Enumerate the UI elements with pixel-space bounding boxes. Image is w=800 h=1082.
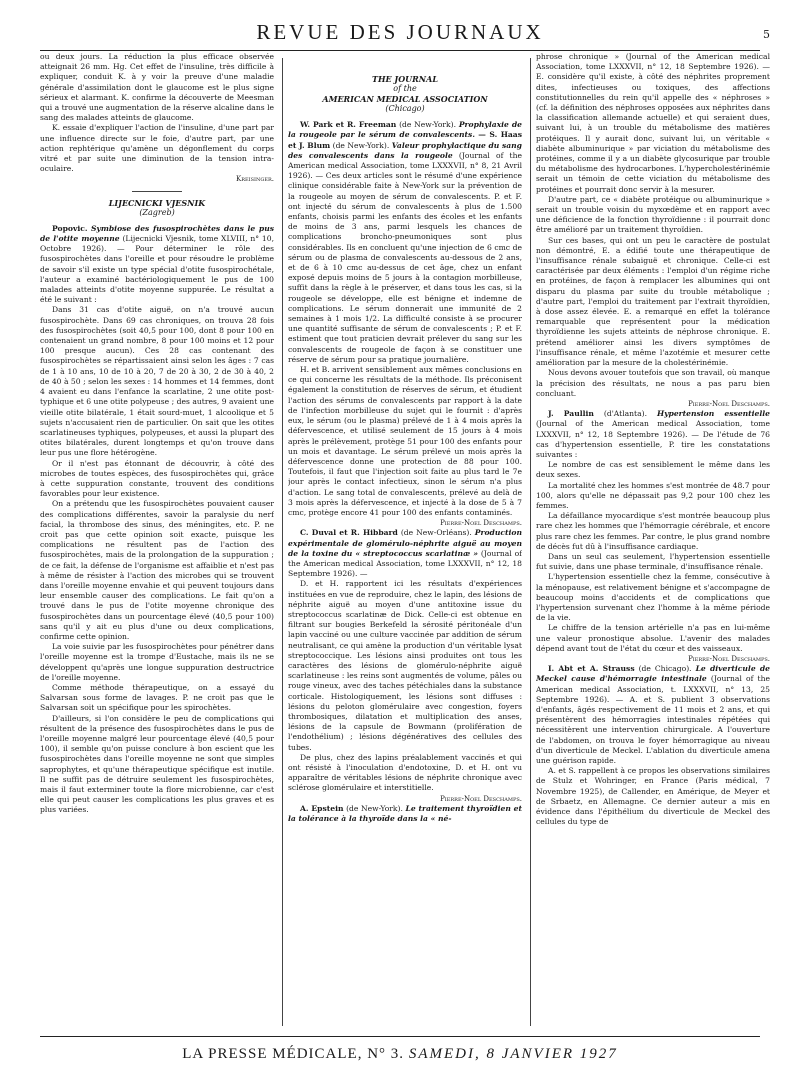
- article-author: J. Paullin: [548, 409, 594, 419]
- paragraph: De plus, chez des lapins préalablement vaccinés et qui ont résisté à l'inoculation d'endotoxine, D. et H. ont vu apparaître de véritables lésions de néphrite chronique avec sclérose glomérulaire et interstitielle.: [288, 752, 522, 793]
- article-entry: [40, 224, 274, 306]
- article-title: Hypertension essentielle: [656, 409, 770, 419]
- article-entry: [288, 120, 522, 365]
- article-title: Le traitement thyroïdien et la tolérance à la thyroïde dans la « né-: [288, 803, 522, 824]
- column-2: [288, 52, 522, 1032]
- article-author: — S. Haas et J. Blum: [288, 130, 522, 150]
- article-title: Le diverticule de Meckel cause d'hémorragie intestinale: [536, 664, 770, 684]
- article-city: (d'Atlanta).: [603, 409, 647, 419]
- article-city: (de New-York).: [332, 140, 390, 150]
- article-body: (Journal of the American medical Association, t. LXXXVII, n° 13, 25 Septembre 1926). — A. et S. publient 3 observations d'enfants, âgés respectivement de 11 mois et 2 ans, et qui présentèrent des hémorragies intestinales répétées qui nécessitèrent une intervention chirurgicale. A l'ouverture de l'abdomen, on trouva le foyer hémorragique au niveau d'un diverticule de Meckel. L'ablation du diverticule amena une guérison rapide.: [536, 674, 770, 766]
- paragraph: La mortalité chez les hommes s'est montrée de 48.7 pour 100, alors qu'elle ne dépassait pas 9,2 pour 100 chez les femmes.: [536, 480, 770, 510]
- article-body: (Lijecnicki Vjesnik, tome XLVIII, n° 10, Octobre 1926). — Pour déterminer le rôle des fusospirochètes dans l'oreille et pour résoudre le problème de savoir s'il existe un type spécial d'otite fusospirochétale, l'auteur a examiné bactériologiquement le pus de 100 malades atteints d'otite moyenne suppurée. Le résultat a été le suivant :: [40, 234, 274, 305]
- column-3: [536, 52, 770, 1032]
- paragraph: K. essaie d'expliquer l'action de l'insuline, d'une part par une influence directe sur le foie, d'autre part, par une action rephtérique qu'amène un dégonflement du corps vitré et par suite une diminution de la tension intra-oculaire.: [40, 123, 274, 174]
- section-title-association: AMERICAN MEDICAL ASSOCIATION: [322, 94, 488, 104]
- header-rule: [40, 50, 760, 51]
- signature: Pierre-Noel Deschamps.: [440, 519, 522, 528]
- section-separator: [132, 191, 182, 192]
- article-author: W. Park et R. Freeman: [300, 120, 397, 130]
- footer-text: [0, 1046, 800, 1063]
- page-footer: [0, 1040, 800, 1070]
- article-author: Popovic.: [52, 223, 88, 233]
- paragraph: H. et B. arrivent sensiblement aux mêmes conclusions en ce qui concerne les résultats de la méthode. Ils préconisent également la constitution de réserves de sérum, et étudient l'action des sérums de convalescents par rapport à la date de l'infection morbilleuse du sujet qui le fournit : d'après eux, le sérum (ou le plasma) prélevé de 1 à 4 mois après la défervescence, et utilisé seulement de 15 jours à 4 mois après le prélèvement, protège 51 pour 100 des enfants pour un mois et davantage. Le sérum prélevé un mois après la défervescence donne une protection de 88 pour 100. Toutefois, il faut que l'injection soit faite au plus tard le 7e jour après le contact infectieux, sinon le sérum n'a plus d'action. Le sang total de convalescents, prélevé au delà de 3 mois après la défervescence, et injecté à la dose de 5 à 7 cmc, protège encore 41 pour 100 des enfants contaminés.: [288, 365, 522, 517]
- paragraph: Comme méthode thérapeutique, on a essayé du Salvarsan sous forme de lavages. P. ne croit pas que le Salvarsan soit un spécifique pour les spirochètes.: [40, 682, 274, 713]
- paragraph: Le chiffre de la tension artérielle n'a pas en lui-même une valeur pronostique absolue. L'avenir des malades dépend avant tout de l'état du cœur et des vaisseaux.: [536, 623, 770, 653]
- paragraph: Nous devons avouer toutefois que son travail, où manque la précision des résultats, ne nous a pas paru bien concluant.: [536, 368, 770, 398]
- article-author: C. Duval et R. Hibbard: [300, 528, 398, 538]
- article-author: A. Epstein: [300, 803, 344, 813]
- paragraph: Sur ces bases, qui ont un peu le caractère de postulat non démontré, E. a édifié toute une thérapeutique de l'insuffisance rénale subaiguë et chronique. Celle-ci est caractérisée par deux éléments : l'emploi d'un régime riche en protéines, de façon à remplacer les albumines qui ont disparu du plasma par suite du trouble métabolique ; d'autre part, l'emploi du traitement par l'extrait thyroïdien, à dose assez élevée. E. a remarqué en effet la tolérance remarquable que représentent pour la médication thyroïdienne les sujets atteints de néphrose chronique. E. prétend améliorer ainsi les divers symptômes de l'insuffisance rénale, et même l'azotémie et mesurer cette amélioration par la mesure de la cholestérinémie.: [536, 235, 770, 368]
- paragraph: Or il n'est pas étonnant de découvrir, à côté des microbes de toutes espèces, des fusospirochètes qui, grâce à cette suppuration constante, trouvent des conditions favorables pour leur existence.: [40, 458, 274, 499]
- article-city: (de New-York).: [346, 803, 403, 813]
- paragraph: phrose chronique » (Journal of the American medical Association, tome LXXXVII, n° 12, 18 Septembre 1926). — E. considère qu'il existe, à côté des néphrites proprement dites, infectieuses ou toxiques, des affections constitutionnelles du rein qu'il appelle des « néphroses » (cf. la définition des néphroses opposées aux néphrites dans la classification allemande actuelle) et qui seraient dues, suivant lui, à un trouble du métabolisme des matières protéiques. Il y aurait donc, suivant lui, un véritable « diabète albuminurique » par viciation du métabolisme des protéines, comme il y a un diabète glycosurique par trouble du métabolisme des hydrocarbones. L'hypercholestérinémie serait un témoin de cette viciation du métabolisme des protéines et pourrait donc servir à la mesurer.: [536, 52, 770, 194]
- section-title-of: of the: [393, 84, 417, 93]
- paragraph: D. et H. rapportent ici les résultats d'expériences instituées en vue de reproduire, chez le lapin, des lésions de néphrite aiguë au moyen d'une antitoxine issue du streptococcus scarlatinæ de Dick. Celle-ci est obtenue en filtrant sur bougies Berkefeld la sérosité péritonéale d'un lapin vacciné ou une culture vaccinée par addition de sérum neutralisant, ce qui amène la production d'un véritable lysat streptococcique. Les lésions ainsi produites ont tous les caractères des lésions de glomérulo-néphrite aiguë scarlatineuse : les reins sont augmentés de volume, pâles ou rouge vineux, avec des taches pétéchiales dans la substance corticale. Histologiquement, les lésions sont diffuses : lésions du peloton glomérulaire avec congestion, foyers thrombosiques, dilatation et multiplication des anses, lésions de la capsule de Bowmann (prolifération de l'endothélium) ; lésions dégénératives des cellules des tubes.: [288, 579, 522, 752]
- article-title: Symbiose des fusospirochètes dans le pus de l'otite moyenne: [40, 223, 274, 244]
- page-header: [0, 14, 800, 50]
- article-entry: [536, 664, 770, 766]
- paragraph: Le nombre de cas est sensiblement le même dans les deux sexes.: [536, 460, 770, 480]
- article-entry: [288, 528, 522, 579]
- page-number: 5: [763, 28, 770, 41]
- article-columns: [40, 52, 770, 1032]
- signature: Pierre-Noel Deschamps.: [440, 794, 522, 803]
- column-1: [40, 52, 274, 1032]
- paragraph: A. et S. rappellent à ce propos les observations similaires de Stulz et Wohringer, en France (Paris médical, 7 Novembre 1925), de Callender, en Amérique, de Meyer et de Srbaetz, en Allemagne. Ce dernier auteur a mis en évidence dans l'épithélium du diverticule de Meckel des cellules du type de: [536, 766, 770, 827]
- paragraph: La défaillance myocardique s'est montrée beaucoup plus rare chez les hommes que l'hémorragie cérébrale, et encore plus rare chez les femmes. Par contre, le plus grand nombre de décès fut dû à l'insuffisance cardiaque.: [536, 511, 770, 551]
- article-city: (de Chicago).: [638, 664, 692, 674]
- article-body: (Journal of the American medical Association, tome LXXXVII, n° 12, 18 Septembre 1926). — De l'étude de 76 cas d'hypertension essentielle, P. tire les constatations suivantes :: [536, 419, 770, 459]
- article-title: Prophylaxie de la rougeole par le sérum de convalescents.: [288, 120, 522, 140]
- paragraph: D'autre part, ce « diabète protéique ou albuminurique » serait un trouble voisin du myxœdème et en rapport avec une déficience de la fonction thyroïdienne : il pourrait donc être amélioré par un traitement thyroïdien.: [536, 194, 770, 235]
- signature: Pierre-Noel Deschamps.: [688, 399, 770, 408]
- paragraph: Dans 31 cas d'otite aiguë, on n'a trouvé aucun fusospirochète. Dans 69 cas chroniques, on trouva 28 fois des fusospirochètes (soit 40,5 pour 100, dont 8 pour 100 en contenaient un grand nombre, 8 pour 100 moins et 12 pour 100 presque aucun). Ces 28 cas contenant des fusospirochètes se répartissaient ainsi selon les âges : 7 cas de 1 à 10 ans, 10 de 10 à 20, 7 de 20 à 30, 2 de 30 à 40, 2 de 40 à 50 ; selon les sexes : 14 hommes et 14 femmes, dont 4 avaient eu dans l'enfance la scarlatine, 2 une otite post-typhique et 6 une otite polypeuse ; des autres, 9 avaient une vieille otite bilatérale, 1 était sourd-muet, 1 alcoolique et 5 sujets n'accusaient rien de particulier. On sait que les otites scarlatineuses typhiques, polypeuses, et aussi la plupart des otites bilatérales, durent longtemps et qu'on trouve dans leur pus une flore hétérogène.: [40, 305, 274, 458]
- paragraph: ou deux jours. La réduction la plus efficace observée atteignait 26 mm. Hg. Cet effet de l'insuline, très difficile à expliquer, conduit K. à y voir la preuve d'une maladie générale d'assimilation dont le glaucome est le plus signe sérieux et alarmant. K. confirme la découverte de Meesman qui a trouvé une augmentation de la réserve alcaline dans le sang des malades atteints de glaucome.: [40, 52, 274, 123]
- article-author: I. Abt et A. Strauss: [548, 664, 635, 674]
- article-body: (Journal of the American medical Association, tome LXXXVII, n° 8, 21 Avril 1926). — Ces deux articles sont le résumé d'une expérience clinique considérable faite à New-York sur la prévention de la rougeole au moyen de sérum de convalescents. P. et F. ont injecté du sérum de convalescents à plus de 1.500 enfants, choisis parmi les enfants des écoles et les enfants de moins de 3 ans, parmi lesquels les chances de complications broncho-pneumoniques sont plus considérables. Ils en concluent qu'une injection de 6 cmc de sérum ou de plasma de convalescents au-dessous de 2 ans, et de 6 à 10 cmc au-dessus de cet âge, chez un enfant exposé depuis moins de 5 jours à la contagion morbilleuse, suffit dans la règle à le préserver, et dans tous les cas, si la rougeole se développe, elle est bénigne et indemne de complications. Le sérum donnerait une immunité de 2 semaines à 1 mois 1/2. La difficulté consiste à se procurer une quantité suffisante de sérum de convalescents ; P. et F. estiment que tout praticien devrait prélever du sang sur les convalescents de rougeole de façon à se constituer une réserve de sérum pour sa pratique journalière.: [288, 150, 522, 364]
- running-title: REVUE DES JOURNAUX: [256, 20, 544, 44]
- article-title: Valeur prophylactique du sang des convalescents dans la rougeole: [288, 140, 522, 160]
- paragraph: D'ailleurs, si l'on considère le peu de complications qui résultent de la présence des fusospirochètes dans le pus de l'oreille moyenne malgré leur pourcentage élevé (40,5 pour 100), il semble qu'on puisse conclure à bon escient que les fusospirochètes dans l'oreille moyenne ne sont que simples saprophytes, et qu'une thérapeutique spécifique est inutile. Il ne suffit pas de détruire seulement les fusospirochètes, mais il faut exterminer toute la flore microbienne, car c'est elle qui peut causer les complications les plus graves et es plus variées.: [40, 713, 274, 815]
- article-city: (de New-Orléans).: [400, 528, 472, 538]
- article-city: (de New-York).: [399, 120, 457, 130]
- section-title: LIJECNICKI VJESNIK: [108, 197, 206, 208]
- footer-date: SAMEDI, 8 JANVIER 1927: [408, 1046, 618, 1062]
- paragraph: Dans un seul cas seulement, l'hypertension essentielle fut suivie, dans une phase terminale, d'insuffisance rénale.: [536, 551, 770, 572]
- footer-journal: LA PRESSE MÉDICALE, N° 3.: [182, 1046, 405, 1062]
- article-entry: [288, 804, 522, 824]
- section-subtitle: (Zagreb): [139, 207, 175, 217]
- paragraph: L'hypertension essentielle chez la femme, consécutive à la ménopause, est relativement bénigne et s'accompagne de beaucoup moins d'accidents et de complications que l'hypertension survenant chez l'homme à la même période de la vie.: [536, 572, 770, 623]
- paragraph: On a prétendu que les fusospirochètes pouvaient causer des complications différentes, savoir la paralysie du nerf facial, la thrombose des sinus, des méningites, etc. P. ne croit pas que cette opinion soit exacte, puisque les complications ne résultent pas de l'action des fusospirochètes, mais de la prolongation de la suppuration ; de ce fait, la défense de l'organisme est affaiblie et n'est pas à même de résister à l'action des microbes qui se trouvent dans l'oreille moyenne envahie et qui peuvent toujours dans leur ensemble causer des complications. Le fait qu'on a trouvé dans le pus de l'otite moyenne chronique des fusospirochètes dans un pourcentage élevé (40,5 pour 100) sans qu'il y ait eu plus d'une ou deux complications, confirme cette opinion.: [40, 499, 274, 641]
- section-subtitle: (Chicago): [385, 104, 425, 113]
- signature: Kreisinger.: [235, 175, 274, 184]
- section-title: THE JOURNAL: [372, 74, 438, 84]
- article-entry: [536, 409, 770, 460]
- paragraph: La voie suivie par les fusospirochètes pour pénétrer dans l'oreille moyenne est la trompe d'Eustache, mais ils ne se développent qu'après une longue suppuration destructrice de l'oreille moyenne.: [40, 642, 274, 682]
- article-body: (Journal of the American medical Association, tome LXXXVII, n° 12, 18 Septembre 1926). —: [288, 548, 522, 579]
- article-title: Production expérimentale de glomérulo-néphrite aiguë au moyen de la toxine du « streptococcus scarlatinæ »: [288, 528, 522, 558]
- footer-rule: [40, 1036, 760, 1037]
- signature: Pierre-Noel Deschamps.: [688, 654, 770, 663]
